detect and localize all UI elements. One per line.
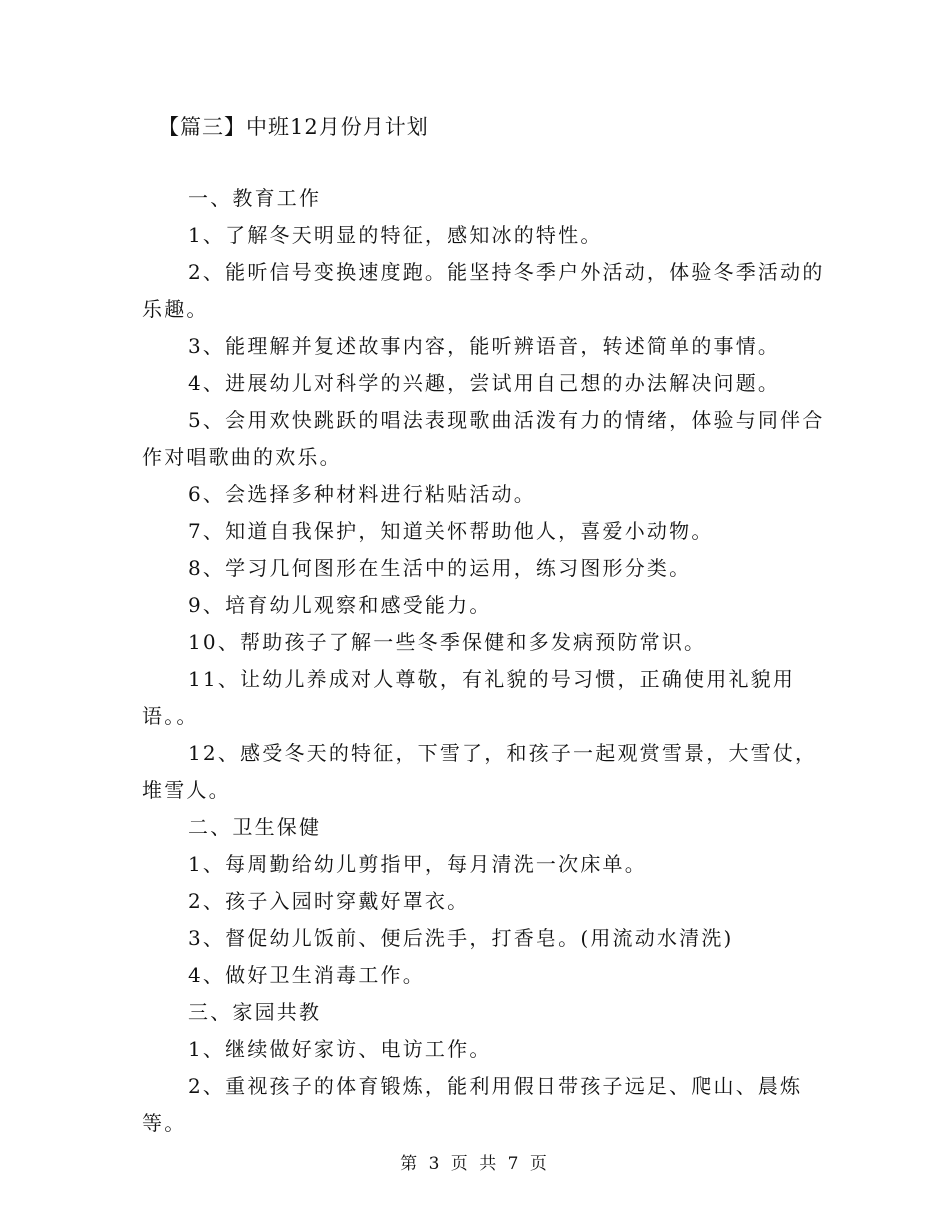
paragraph: 10、帮助孩子了解一些冬季保健和多发病预防常识。 — [188, 630, 707, 654]
paragraph: 1、了解冬天明显的特征，感知冰的特性。 — [188, 223, 603, 247]
document-title: 【篇三】中班12月份月计划 — [158, 115, 429, 139]
paragraph: 2、重视孩子的体育锻炼，能利用假日带孩子远足、爬山、晨炼等。 — [142, 1074, 803, 1135]
paragraph: 1、每周勤给幼儿剪指甲，每月清洗一次床单。 — [188, 852, 647, 876]
paragraph: 11、让幼儿养成对人尊敬，有礼貌的号习惯，正确使用礼貌用语。。 — [142, 667, 796, 728]
paragraph: 3、督促幼儿饭前、便后洗手，打香皂。(用流动水清洗) — [188, 926, 734, 950]
document-body — [142, 180, 832, 1142]
paragraph: 7、知道自我保护，知道关怀帮助他人，喜爱小动物。 — [188, 519, 714, 543]
paragraph: 8、学习几何图形在生活中的运用，练习图形分类。 — [188, 556, 692, 580]
paragraph: 2、能听信号变换速度跑。能坚持冬季户外活动，体验冬季活动的乐趣。 — [142, 260, 825, 321]
paragraph: 4、做好卫生消毒工作。 — [188, 963, 425, 987]
paragraph: 4、进展幼儿对科学的兴趣，尝试用自己想的办法解决问题。 — [188, 371, 781, 395]
section-heading-hygiene: 二、卫生保健 — [188, 815, 322, 839]
section-heading-education: 一、教育工作 — [188, 186, 322, 210]
page-number: 第 3 页 共 7 页 — [400, 1154, 550, 1174]
section-heading-home-school: 三、家园共教 — [188, 1000, 322, 1024]
paragraph: 1、继续做好家访、电访工作。 — [188, 1037, 492, 1061]
paragraph: 9、培育幼儿观察和感受能力。 — [188, 593, 492, 617]
paragraph: 3、能理解并复述故事内容，能听辨语音，转述简单的事情。 — [188, 334, 781, 358]
paragraph: 2、孩子入园时穿戴好罩衣。 — [188, 889, 470, 913]
paragraph: 12、感受冬天的特征，下雪了，和孩子一起观赏雪景，大雪仗，堆雪人。 — [142, 741, 818, 802]
paragraph: 5、会用欢快跳跃的唱法表现歌曲活泼有力的情绪，体验与同伴合作对唱歌曲的欢乐。 — [142, 408, 825, 469]
paragraph: 6、会选择多种材料进行粘贴活动。 — [188, 482, 536, 506]
